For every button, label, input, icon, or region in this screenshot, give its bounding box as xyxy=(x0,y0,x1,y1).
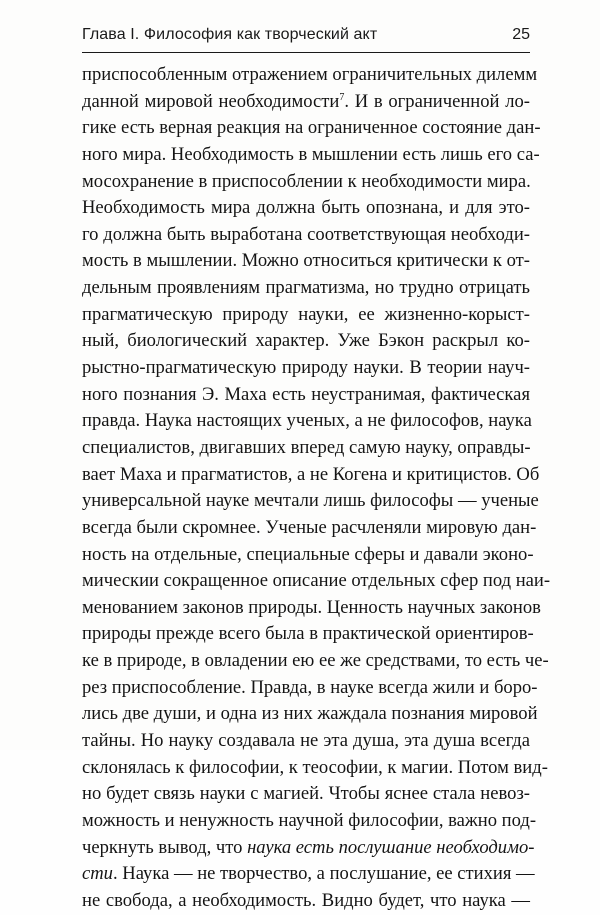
text-line xyxy=(82,355,530,382)
text-line xyxy=(82,169,530,196)
page-number: 25 xyxy=(512,26,530,43)
text-run: Необходимость мира должна быть опознана, и для это- xyxy=(82,197,530,219)
text-run: ного мира. Необходимость в мышлении есть лишь его са- xyxy=(82,143,540,165)
text-line xyxy=(82,808,537,835)
text-run: гике есть верная реакция на ограниченное состояние дан- xyxy=(82,117,541,139)
text-line xyxy=(82,275,530,302)
text-run: мическии сокращенное описание отдельных сфер под наи- xyxy=(82,570,551,592)
text-line xyxy=(82,408,530,435)
text-line xyxy=(82,621,534,648)
text-run: природы прежде всего была в практической ориентиров- xyxy=(82,623,534,645)
text-run: дельным проявлениям прагматизма, но трудно отрицать xyxy=(82,277,530,299)
text-line xyxy=(82,142,540,169)
text-line xyxy=(82,648,549,675)
text-line xyxy=(82,115,541,142)
text-line xyxy=(82,755,548,782)
body-paragraph xyxy=(82,62,551,915)
text-line xyxy=(82,488,539,515)
text-line xyxy=(82,701,538,728)
text-run: не свобода, а необходимость. Видно будет, что наука — xyxy=(82,889,530,911)
text-line xyxy=(82,462,540,489)
text-run: лись две души, и одна из них жаждала познания мировой xyxy=(82,703,538,725)
text-line xyxy=(82,515,537,542)
italic-text: сти xyxy=(82,863,113,885)
text-line xyxy=(82,542,534,569)
text-line xyxy=(82,248,530,275)
text-run: вает Маха и прагматистов, а не Когена и критицистов. Об xyxy=(82,463,540,485)
text-run: . Наука — не творчество, а послушание, ее стихия — xyxy=(112,863,535,885)
running-header xyxy=(82,22,530,53)
text-line xyxy=(82,568,551,595)
text-line xyxy=(82,781,530,808)
text-line xyxy=(82,382,530,409)
text-run: прагматическую природу науки, ее жизненно-корыст- xyxy=(82,303,530,325)
text-run: менованием законов природы. Ценность научных законов xyxy=(82,596,541,618)
text-run: мосохранение в приспособлении к необходимости мира. xyxy=(82,170,531,192)
text-run: склонялась к философии, к теософии, к магии. Потом вид- xyxy=(82,756,548,778)
text-line xyxy=(82,435,530,462)
text-line xyxy=(82,728,530,755)
text-line xyxy=(82,195,530,222)
text-run: го должна быть выработана соответствующая необходи- xyxy=(82,223,530,245)
text-run: рез приспособление. Правда, в науке всегда жили и боро- xyxy=(82,676,538,698)
footnote-marker: 7 xyxy=(339,91,345,103)
text-run: тайны. Но науку создавала не эта душа, эта душа всегда xyxy=(82,730,530,752)
text-line xyxy=(82,62,538,89)
text-run: приспособленным отражением ограничительных дилемм xyxy=(82,64,538,85)
text-run: универсальной науке мечтали лишь философы — ученые xyxy=(82,490,539,512)
text-line xyxy=(82,328,530,355)
text-run: ке в природе, в овладении ею ее же средствами, то есть че- xyxy=(82,650,549,672)
text-line xyxy=(82,835,535,862)
italic-text: наука есть послушание необходимо- xyxy=(247,836,535,858)
text-run: данной мировой необходимости xyxy=(82,90,340,112)
text-run: рыстно-прагматическую природу науки. В теории науч- xyxy=(82,357,530,379)
text-run: мость в мышлении. Можно относиться критически к от- xyxy=(82,250,530,272)
text-run: ного познания Э. Маха есть неустранимая, фактическая xyxy=(82,383,530,405)
text-run: специалистов, двигавших вперед самую науку, оправды- xyxy=(82,436,531,458)
text-line xyxy=(82,595,541,622)
text-run: . И в ограниченной ло- xyxy=(344,90,530,112)
text-run: но будет связь науки с магией. Чтобы яснее стала невоз- xyxy=(82,783,530,805)
text-line xyxy=(82,861,535,888)
text-run: правда. Наука настоящих ученых, а не философов, наука xyxy=(82,410,532,432)
text-run: можность и ненужность научной философии, важно под- xyxy=(82,809,537,831)
text-line xyxy=(82,89,530,116)
text-run: ный, биологический характер. Уже Бэкон раскрыл ко- xyxy=(82,330,530,352)
chapter-title: Глава I. Философия как творческий акт xyxy=(82,26,378,43)
text-line xyxy=(82,675,538,702)
text-line xyxy=(82,222,530,249)
text-line xyxy=(82,302,530,329)
text-run: черкнуть вывод, что xyxy=(82,836,248,858)
text-line xyxy=(82,888,530,915)
text-run: ность на отдельные, специальные сферы и давали эконо- xyxy=(82,543,534,565)
text-run: всегда были скромнее. Ученые расчленяли мировую дан- xyxy=(82,516,537,538)
